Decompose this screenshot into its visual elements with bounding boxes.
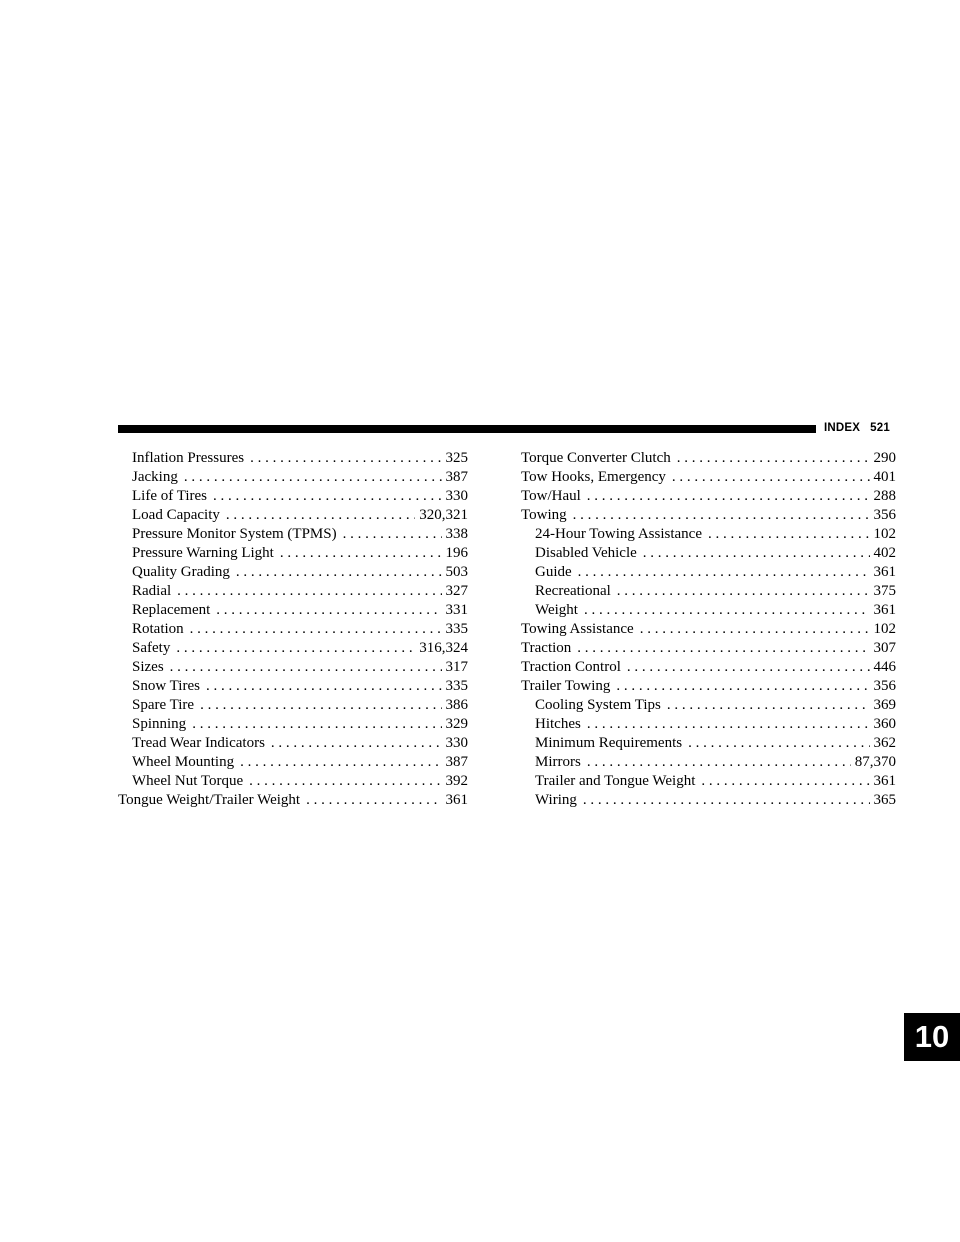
dot-leader <box>627 658 870 677</box>
index-entry-page: 288 <box>873 488 896 504</box>
index-entry-page: 325 <box>445 450 468 466</box>
index-entry-page: 320,321 <box>419 507 468 523</box>
index-entry <box>521 468 896 487</box>
index-entry <box>521 734 896 753</box>
index-entry-label: Tow/Haul <box>521 488 581 504</box>
dot-leader <box>677 449 870 468</box>
index-entry <box>118 772 468 791</box>
dot-leader <box>701 772 869 791</box>
index-entry <box>118 487 468 506</box>
index-entry-label: Mirrors <box>535 754 581 770</box>
index-entry-page: 392 <box>445 773 468 789</box>
index-entry <box>118 582 468 601</box>
dot-leader <box>617 582 870 601</box>
dot-leader <box>216 601 441 620</box>
index-entry-page: 361 <box>873 773 896 789</box>
index-entry-label: Tow Hooks, Emergency <box>521 469 666 485</box>
index-entry <box>118 506 468 525</box>
index-entry-label: Traction <box>521 640 572 656</box>
dot-leader <box>184 468 442 487</box>
dot-leader <box>584 601 870 620</box>
index-entry-label: Snow Tires <box>132 678 200 694</box>
index-entry-page: 338 <box>445 526 468 542</box>
index-entry <box>521 544 896 563</box>
index-entry-page: 331 <box>445 602 468 618</box>
index-entry <box>118 639 468 658</box>
index-column-left <box>118 449 468 810</box>
index-entry-label: Towing <box>521 507 567 523</box>
index-entry-label: Disabled Vehicle <box>535 545 637 561</box>
dot-leader <box>249 772 441 791</box>
index-entry-page: 361 <box>873 602 896 618</box>
index-entry <box>118 696 468 715</box>
dot-leader <box>226 506 415 525</box>
index-entry-page: 327 <box>445 583 468 599</box>
index-entry-page: 329 <box>445 716 468 732</box>
index-entry-label: Spinning <box>132 716 187 732</box>
index-entry-label: Pressure Monitor System (TPMS) <box>132 526 337 542</box>
index-entry-label: Replacement <box>132 602 211 618</box>
dot-leader <box>176 639 415 658</box>
index-entry-label: Inflation Pressures <box>132 450 245 466</box>
index-entry-page: 356 <box>873 507 896 523</box>
dot-leader <box>708 525 870 544</box>
index-entry <box>118 468 468 487</box>
dot-leader <box>213 487 442 506</box>
dot-leader <box>672 468 870 487</box>
dot-leader <box>236 563 442 582</box>
index-entry <box>521 449 896 468</box>
index-entry-page: 102 <box>873 621 896 637</box>
dot-leader <box>688 734 869 753</box>
index-entry-label: Safety <box>132 640 171 656</box>
index-entry-label: Recreational <box>535 583 611 599</box>
index-entry-page: 375 <box>873 583 896 599</box>
dot-leader <box>578 563 870 582</box>
dot-leader <box>583 791 870 810</box>
index-entry <box>118 715 468 734</box>
dot-leader <box>206 677 442 696</box>
index-entry-page: 401 <box>873 469 896 485</box>
index-entry <box>118 753 468 772</box>
index-entry <box>118 544 468 563</box>
index-entry <box>118 449 468 468</box>
index-entry-label: Minimum Requirements <box>535 735 683 751</box>
index-entry <box>521 658 896 677</box>
index-entry <box>118 563 468 582</box>
index-entry <box>521 487 896 506</box>
index-entry <box>521 582 896 601</box>
index-entry-label: Tread Wear Indicators <box>132 735 265 751</box>
index-entry-page: 361 <box>445 792 468 808</box>
index-entry-label: Hitches <box>535 716 581 732</box>
dot-leader <box>640 620 870 639</box>
dot-leader <box>587 715 870 734</box>
index-entry <box>521 677 896 696</box>
index-entry-page: 356 <box>873 678 896 694</box>
index-entry-page: 387 <box>445 469 468 485</box>
index-entry-page: 316,324 <box>419 640 468 656</box>
index-entry-label: Torque Converter Clutch <box>521 450 671 466</box>
index-entry-page: 360 <box>873 716 896 732</box>
header-rule <box>118 425 816 433</box>
index-entry-page: 290 <box>873 450 896 466</box>
header-page-number: 521 <box>870 422 890 434</box>
dot-leader <box>200 696 441 715</box>
index-entry-page: 361 <box>873 564 896 580</box>
dot-leader <box>587 487 870 506</box>
index-entry-page: 335 <box>445 678 468 694</box>
dot-leader <box>577 639 869 658</box>
index-entry-page: 362 <box>873 735 896 751</box>
dot-leader <box>250 449 441 468</box>
index-entry-page: 317 <box>445 659 468 675</box>
dot-leader <box>240 753 441 772</box>
index-entry-page: 386 <box>445 697 468 713</box>
index-column-right <box>521 449 896 810</box>
index-entry-page: 446 <box>873 659 896 675</box>
index-entry <box>521 506 896 525</box>
index-entry-label: Cooling System Tips <box>535 697 661 713</box>
index-entry-label: Wheel Nut Torque <box>132 773 244 789</box>
dot-leader <box>170 658 442 677</box>
index-entry-page: 369 <box>873 697 896 713</box>
section-tab: 10 <box>904 1013 960 1061</box>
index-entry <box>521 620 896 639</box>
index-entry <box>118 601 468 620</box>
index-entry-label: Trailer Towing <box>521 678 611 694</box>
index-entry-page: 387 <box>445 754 468 770</box>
index-entry-label: Sizes <box>132 659 164 675</box>
index-entry <box>521 753 896 772</box>
dot-leader <box>306 791 441 810</box>
index-entry <box>118 791 468 810</box>
index-entry-label: Load Capacity <box>132 507 220 523</box>
index-entry <box>521 525 896 544</box>
index-entry-label: Guide <box>535 564 572 580</box>
index-entry-label: Weight <box>535 602 578 618</box>
index-entry <box>521 601 896 620</box>
dot-leader <box>587 753 851 772</box>
index-entry-page: 307 <box>873 640 896 656</box>
index-entry <box>118 658 468 677</box>
index-entry <box>521 696 896 715</box>
index-entry-label: Wheel Mounting <box>132 754 235 770</box>
dot-leader <box>573 506 870 525</box>
index-entry-page: 102 <box>873 526 896 542</box>
index-entry-label: Rotation <box>132 621 184 637</box>
index-entry <box>521 639 896 658</box>
index-entry-page: 335 <box>445 621 468 637</box>
index-entry-page: 365 <box>873 792 896 808</box>
dot-leader <box>177 582 441 601</box>
dot-leader <box>616 677 869 696</box>
index-entry-label: Trailer and Tongue Weight <box>535 773 696 789</box>
index-entry-page: 196 <box>445 545 468 561</box>
index-entry <box>521 791 896 810</box>
index-entry-label: Spare Tire <box>132 697 195 713</box>
index-entry-label: Jacking <box>132 469 178 485</box>
dot-leader <box>190 620 442 639</box>
dot-leader <box>280 544 442 563</box>
index-entry-page: 330 <box>445 735 468 751</box>
index-entry-page: 503 <box>445 564 468 580</box>
dot-leader <box>667 696 870 715</box>
index-entry-page: 87,370 <box>854 754 896 770</box>
index-entry-label: 24-Hour Towing Assistance <box>535 526 702 542</box>
index-entry <box>118 677 468 696</box>
dot-leader <box>271 734 442 753</box>
header-section: INDEX <box>824 422 861 434</box>
index-entry-label: Quality Grading <box>132 564 230 580</box>
index-entry-page: 330 <box>445 488 468 504</box>
index-entry-label: Pressure Warning Light <box>132 545 274 561</box>
index-entry <box>118 525 468 544</box>
dot-leader <box>643 544 870 563</box>
index-entry-label: Life of Tires <box>132 488 207 504</box>
index-entry-label: Traction Control <box>521 659 621 675</box>
index-entry-page: 402 <box>873 545 896 561</box>
index-entry <box>521 563 896 582</box>
index-entry-label: Towing Assistance <box>521 621 634 637</box>
index-entry-label: Radial <box>132 583 172 599</box>
dot-leader <box>192 715 441 734</box>
index-entry-label: Tongue Weight/Trailer Weight <box>118 792 301 808</box>
running-header <box>824 422 890 434</box>
index-entry <box>118 734 468 753</box>
dot-leader <box>343 525 442 544</box>
index-entry <box>521 715 896 734</box>
index-entry <box>118 620 468 639</box>
index-entry-label: Wiring <box>535 792 577 808</box>
index-entry <box>521 772 896 791</box>
